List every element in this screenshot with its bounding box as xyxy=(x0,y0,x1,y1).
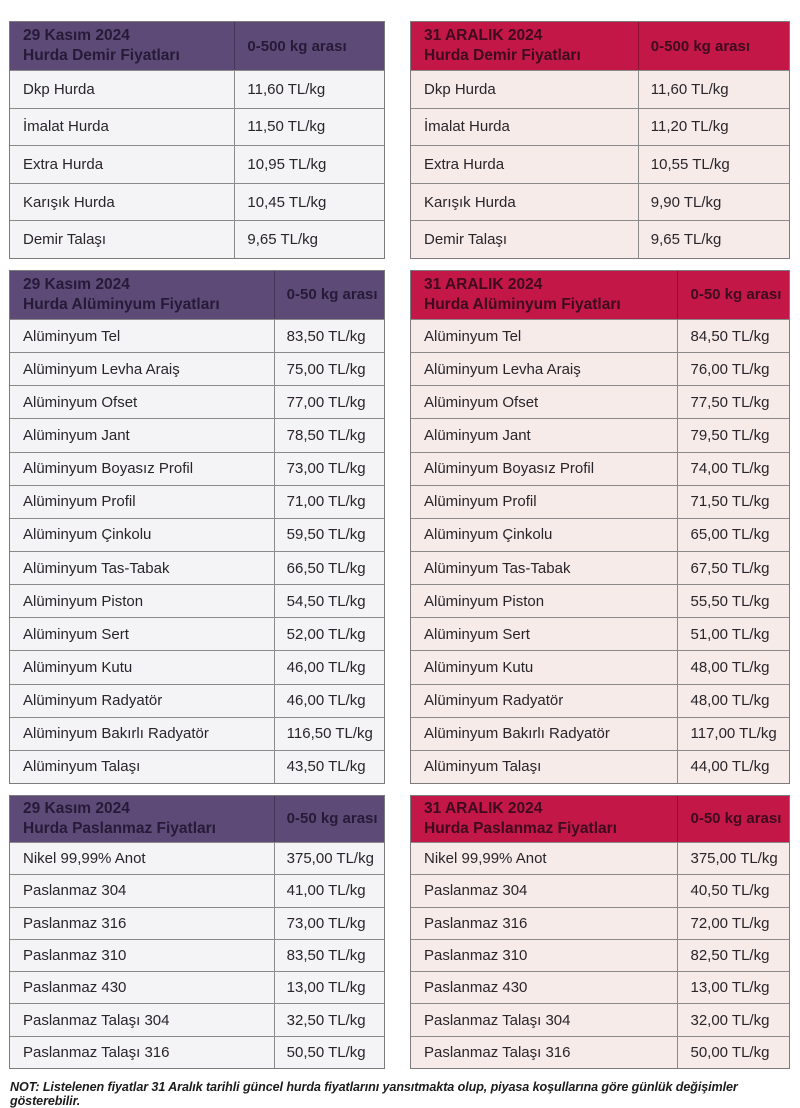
table-row xyxy=(411,418,789,451)
material-label: Alüminyum Tel xyxy=(23,327,121,345)
price-value: 74,00 TL/kg xyxy=(677,453,789,485)
weight-range-header: 0-500 kg arası xyxy=(638,22,750,70)
table-date: 31 ARALIK 2024 xyxy=(424,276,543,294)
table-row xyxy=(10,617,384,650)
table-row xyxy=(411,551,789,584)
table-header xyxy=(411,796,789,842)
table-row xyxy=(411,1003,789,1035)
price-value: 10,55 TL/kg xyxy=(638,146,789,183)
table-row xyxy=(10,108,384,146)
material-label: Paslanmaz Talaşı 316 xyxy=(23,1043,170,1061)
table-row xyxy=(411,971,789,1003)
price-value: 9,65 TL/kg xyxy=(638,221,789,258)
table-hurda-paslanmaz-31-aralik xyxy=(410,795,790,1069)
price-value: 55,50 TL/kg xyxy=(677,585,789,617)
price-value: 40,50 TL/kg xyxy=(677,875,789,906)
material-label: Demir Talaşı xyxy=(23,231,107,249)
material-label: İmalat Hurda xyxy=(23,118,109,136)
material-label: Alüminyum Bakırlı Radyatör xyxy=(23,725,209,743)
material-label: Alüminyum Tas-Tabak xyxy=(23,559,170,577)
weight-range-header: 0-50 kg arası xyxy=(274,796,378,842)
material-label: Paslanmaz 430 xyxy=(23,979,127,997)
price-value: 13,00 TL/kg xyxy=(677,972,789,1003)
price-value: 71,00 TL/kg xyxy=(274,486,384,518)
material-label: Alüminyum Kutu xyxy=(424,658,534,676)
table-row xyxy=(411,650,789,683)
table-row xyxy=(411,584,789,617)
price-tables-grid xyxy=(9,21,791,1069)
price-value: 78,50 TL/kg xyxy=(274,419,384,451)
material-label: Paslanmaz 304 xyxy=(424,882,528,900)
table-row xyxy=(10,452,384,485)
table-row xyxy=(411,485,789,518)
price-value: 32,50 TL/kg xyxy=(274,1004,384,1035)
price-value: 10,95 TL/kg xyxy=(234,146,384,183)
table-row xyxy=(411,1036,789,1068)
price-value: 9,65 TL/kg xyxy=(234,221,384,258)
table-row xyxy=(411,145,789,183)
price-value: 116,50 TL/kg xyxy=(274,718,384,750)
table-row xyxy=(411,617,789,650)
table-row xyxy=(411,352,789,385)
price-value: 82,50 TL/kg xyxy=(677,940,789,971)
table-row xyxy=(10,584,384,617)
table-row xyxy=(411,842,789,874)
table-row xyxy=(10,183,384,221)
table-date: 31 ARALIK 2024 xyxy=(424,800,543,818)
table-row xyxy=(411,385,789,418)
material-label: Nikel 99,99% Anot xyxy=(424,850,547,868)
table-title: Hurda Alüminyum Fiyatları xyxy=(424,295,621,313)
material-label: Alüminyum Bakırlı Radyatör xyxy=(424,725,610,743)
weight-range-header: 0-50 kg arası xyxy=(677,271,781,319)
price-value: 66,50 TL/kg xyxy=(274,552,384,584)
table-row xyxy=(10,971,384,1003)
price-value: 11,60 TL/kg xyxy=(638,71,789,108)
price-value: 11,60 TL/kg xyxy=(234,71,384,108)
table-title-cell xyxy=(10,22,234,70)
material-label: Alüminyum Boyasız Profil xyxy=(23,460,194,478)
price-value: 46,00 TL/kg xyxy=(274,685,384,717)
table-title-cell xyxy=(411,22,638,70)
price-value: 375,00 TL/kg xyxy=(274,843,384,874)
material-label: Paslanmaz 310 xyxy=(23,946,127,964)
material-label: Karışık Hurda xyxy=(424,193,516,211)
table-header xyxy=(10,796,384,842)
material-label: Alüminyum Talaşı xyxy=(424,758,542,776)
table-header xyxy=(10,271,384,319)
material-label: Karışık Hurda xyxy=(23,193,115,211)
price-value: 44,00 TL/kg xyxy=(677,751,789,783)
material-label: Extra Hurda xyxy=(23,155,104,173)
table-row xyxy=(411,939,789,971)
table-row xyxy=(10,717,384,750)
table-header xyxy=(411,271,789,319)
table-row xyxy=(10,750,384,783)
material-label: Alüminyum Boyasız Profil xyxy=(424,460,595,478)
material-label: Extra Hurda xyxy=(424,155,505,173)
material-label: Alüminyum Profil xyxy=(23,493,136,511)
table-row xyxy=(411,319,789,352)
price-value: 76,00 TL/kg xyxy=(677,353,789,385)
table-row xyxy=(10,70,384,108)
table-row xyxy=(10,874,384,906)
table-row xyxy=(411,684,789,717)
weight-range-header: 0-50 kg arası xyxy=(274,271,378,319)
material-label: Paslanmaz 310 xyxy=(424,946,528,964)
material-label: Nikel 99,99% Anot xyxy=(23,850,146,868)
price-value: 32,00 TL/kg xyxy=(677,1004,789,1035)
table-row xyxy=(411,70,789,108)
material-label: Dkp Hurda xyxy=(424,80,496,98)
price-value: 73,00 TL/kg xyxy=(274,908,384,939)
price-value: 83,50 TL/kg xyxy=(274,940,384,971)
material-label: Alüminyum Tas-Tabak xyxy=(424,559,571,577)
table-title: Hurda Demir Fiyatları xyxy=(23,47,180,64)
table-title-cell xyxy=(10,271,274,319)
table-row xyxy=(10,842,384,874)
material-label: Alüminyum Ofset xyxy=(424,393,539,411)
material-label: Paslanmaz Talaşı 304 xyxy=(23,1011,170,1029)
price-value: 75,00 TL/kg xyxy=(274,353,384,385)
table-row xyxy=(411,874,789,906)
table-row xyxy=(411,452,789,485)
material-label: Alüminyum Levha Araiş xyxy=(23,360,180,378)
table-hurda-aluminyum-29-kasim xyxy=(9,270,385,784)
price-value: 50,50 TL/kg xyxy=(274,1037,384,1068)
table-header xyxy=(411,22,789,70)
table-row xyxy=(10,385,384,418)
table-hurda-demir-31-aralik xyxy=(410,21,790,259)
table-row xyxy=(411,518,789,551)
table-row xyxy=(10,485,384,518)
price-value: 50,00 TL/kg xyxy=(677,1037,789,1068)
table-row xyxy=(411,220,789,258)
table-row xyxy=(411,750,789,783)
material-label: Alüminyum Çinkolu xyxy=(23,526,152,544)
price-value: 54,50 TL/kg xyxy=(274,585,384,617)
material-label: Alüminyum Kutu xyxy=(23,658,133,676)
table-row xyxy=(10,684,384,717)
material-label: Alüminyum Talaşı xyxy=(23,758,141,776)
table-date: 29 Kasım 2024 xyxy=(23,276,130,294)
table-row xyxy=(10,518,384,551)
material-label: Alüminyum Levha Araiş xyxy=(424,360,581,378)
table-row xyxy=(10,319,384,352)
table-title: Hurda Alüminyum Fiyatları xyxy=(23,295,220,313)
price-value: 51,00 TL/kg xyxy=(677,618,789,650)
material-label: Alüminyum Tel xyxy=(424,327,522,345)
material-label: İmalat Hurda xyxy=(424,118,510,136)
table-title-cell xyxy=(411,271,677,319)
price-value: 79,50 TL/kg xyxy=(677,419,789,451)
material-label: Alüminyum Piston xyxy=(23,592,144,610)
table-row xyxy=(10,418,384,451)
price-value: 83,50 TL/kg xyxy=(274,320,384,352)
table-row xyxy=(10,145,384,183)
price-value: 59,50 TL/kg xyxy=(274,519,384,551)
table-title: Hurda Paslanmaz Fiyatları xyxy=(23,819,216,837)
material-label: Paslanmaz Talaşı 304 xyxy=(424,1011,571,1029)
material-label: Alüminyum Sert xyxy=(23,625,129,643)
table-row xyxy=(411,907,789,939)
table-row xyxy=(411,108,789,146)
price-value: 71,50 TL/kg xyxy=(677,486,789,518)
material-label: Paslanmaz 316 xyxy=(23,914,127,932)
price-value: 48,00 TL/kg xyxy=(677,651,789,683)
table-date: 31 ARALIK 2024 xyxy=(424,27,543,45)
weight-range-header: 0-50 kg arası xyxy=(677,796,781,842)
table-row xyxy=(10,551,384,584)
footnote: NOT: Listelenen fiyatlar 31 Aralık tarihli güncel hurda fiyatlarını yansıtmakta olup, piyasa koşullarına göre günlük değişimler gösterebilir. xyxy=(10,1080,738,1108)
table-row xyxy=(10,1036,384,1068)
material-label: Alüminyum Jant xyxy=(23,426,130,444)
material-label: Alüminyum Radyatör xyxy=(424,692,564,710)
table-row xyxy=(411,183,789,221)
material-label: Alüminyum Çinkolu xyxy=(424,526,553,544)
price-value: 48,00 TL/kg xyxy=(677,685,789,717)
price-value: 9,90 TL/kg xyxy=(638,184,789,221)
table-hurda-paslanmaz-29-kasim xyxy=(9,795,385,1069)
material-label: Alüminyum Radyatör xyxy=(23,692,163,710)
table-row xyxy=(411,717,789,750)
table-title-cell xyxy=(10,796,274,842)
price-value: 46,00 TL/kg xyxy=(274,651,384,683)
price-value: 13,00 TL/kg xyxy=(274,972,384,1003)
table-title: Hurda Demir Fiyatları xyxy=(424,47,581,64)
price-value: 41,00 TL/kg xyxy=(274,875,384,906)
table-title-cell xyxy=(411,796,677,842)
price-value: 65,00 TL/kg xyxy=(677,519,789,551)
price-value: 73,00 TL/kg xyxy=(274,453,384,485)
weight-range-header: 0-500 kg arası xyxy=(234,22,346,70)
price-value: 52,00 TL/kg xyxy=(274,618,384,650)
material-label: Alüminyum Ofset xyxy=(23,393,138,411)
table-date: 29 Kasım 2024 xyxy=(23,800,130,818)
price-value: 117,00 TL/kg xyxy=(677,718,789,750)
price-value: 67,50 TL/kg xyxy=(677,552,789,584)
price-value: 72,00 TL/kg xyxy=(677,908,789,939)
price-value: 11,50 TL/kg xyxy=(234,109,384,146)
material-label: Alüminyum Sert xyxy=(424,625,530,643)
material-label: Paslanmaz Talaşı 316 xyxy=(424,1043,571,1061)
price-value: 10,45 TL/kg xyxy=(234,184,384,221)
material-label: Paslanmaz 430 xyxy=(424,979,528,997)
price-value: 84,50 TL/kg xyxy=(677,320,789,352)
table-row xyxy=(10,1003,384,1035)
material-label: Alüminyum Profil xyxy=(424,493,537,511)
table-hurda-aluminyum-31-aralik xyxy=(410,270,790,784)
price-value: 375,00 TL/kg xyxy=(677,843,789,874)
material-label: Dkp Hurda xyxy=(23,80,95,98)
price-value: 77,00 TL/kg xyxy=(274,386,384,418)
material-label: Alüminyum Piston xyxy=(424,592,545,610)
material-label: Paslanmaz 304 xyxy=(23,882,127,900)
table-row xyxy=(10,650,384,683)
table-row xyxy=(10,220,384,258)
table-row xyxy=(10,939,384,971)
material-label: Alüminyum Jant xyxy=(424,426,531,444)
price-value: 77,50 TL/kg xyxy=(677,386,789,418)
table-title: Hurda Paslanmaz Fiyatları xyxy=(424,819,617,837)
material-label: Demir Talaşı xyxy=(424,231,508,249)
table-row xyxy=(10,352,384,385)
price-value: 11,20 TL/kg xyxy=(638,109,789,146)
table-hurda-demir-29-kasim xyxy=(9,21,385,259)
table-date: 29 Kasım 2024 xyxy=(23,27,130,45)
table-row xyxy=(10,907,384,939)
material-label: Paslanmaz 316 xyxy=(424,914,528,932)
price-value: 43,50 TL/kg xyxy=(274,751,384,783)
table-header xyxy=(10,22,384,70)
